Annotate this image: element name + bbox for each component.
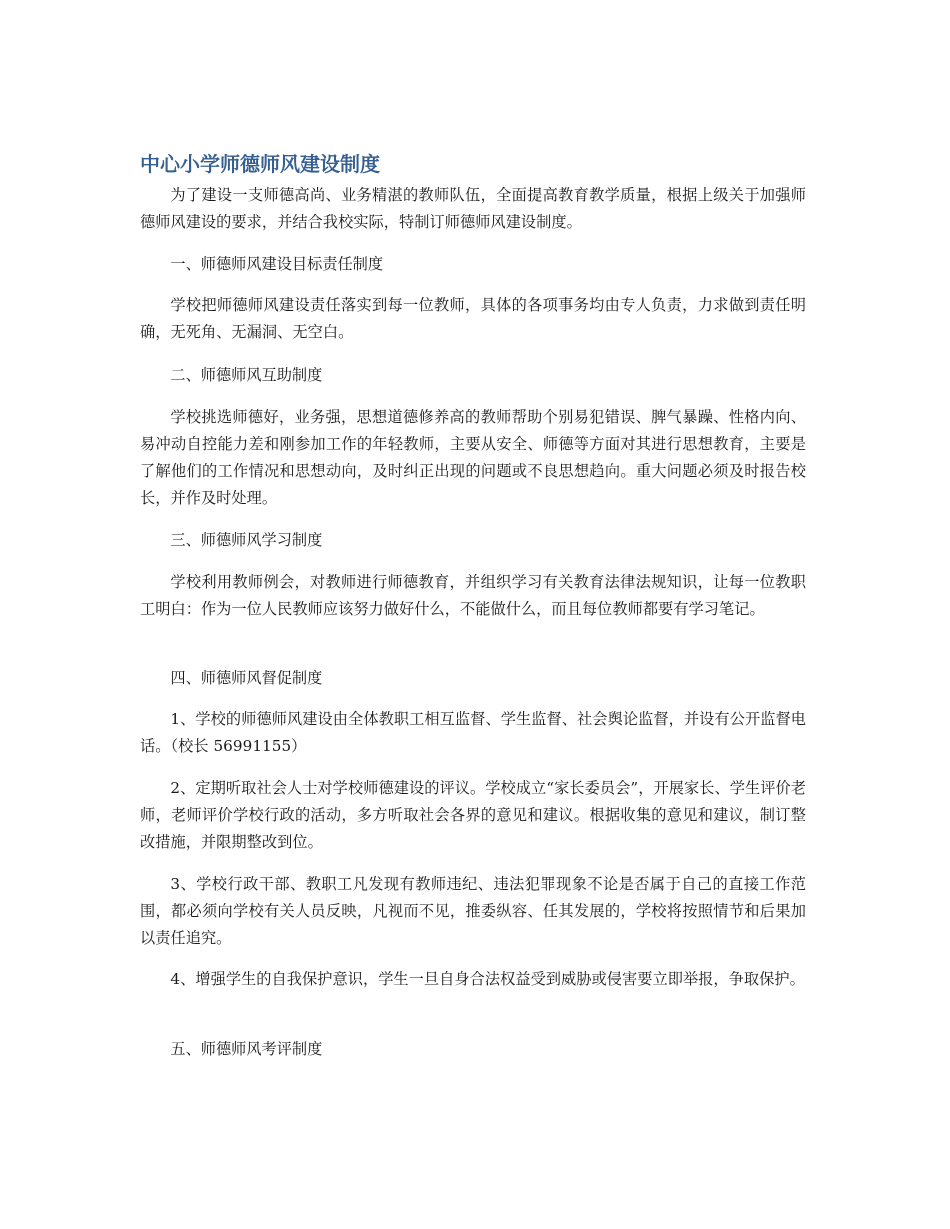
section-1-body: 学校把师德师风建设责任落实到每一位教师，具体的各项事务均由专人负责，力求做到责任明确，无死角、无漏洞、无空白。 (140, 296, 806, 341)
section-4-heading: 四、师德师风督促制度 (170, 669, 323, 687)
section-1-heading: 一、师德师风建设目标责任制度 (170, 255, 384, 273)
section-4-item-1: 1、学校的师德师风建设由全体教职工相互监督、学生监督、社会舆论监督，并设有公开监督电话。（校长 56991155） (140, 710, 806, 755)
document-title: 中心小学师德师风建设制度 (140, 152, 380, 176)
section-4-item-3: 3、学校行政干部、教职工凡发现有教师违纪、违法犯罪现象不论是否属于自己的直接工作范围，都必须向学校有关人员反映，凡视而不见，推委纵容、任其发展的，学校将按照情节和后果加以责任追究。 (140, 875, 806, 947)
section-4-item-4: 4、增强学生的自我保护意识，学生一旦自身合法权益受到威胁或侵害要立即举报，争取保护。 (170, 970, 805, 988)
section-3-body: 学校利用教师例会，对教师进行师德教育，并组织学习有关教育法律法规知识，让每一位教职工明白：作为一位人民教师应该努力做好什么，不能做什么，而且每位教师都要有学习笔记。 (140, 573, 806, 618)
section-5-heading: 五、师德师风考评制度 (170, 1040, 323, 1058)
section-3-heading: 三、师德师风学习制度 (170, 531, 323, 549)
section-2-body: 学校挑选师德好，业务强，思想道德修养高的教师帮助个别易犯错误、脾气暴躁、性格内向、易冲动自控能力差和刚参加工作的年轻教师，主要从安全、师德等方面对其进行思想教育，主要是了解他们的工作情况和思想动向，及时纠正出现的问题或不良思想趋向。重大问题必须及时报告校长，并作及时处理。 (140, 408, 806, 507)
intro-paragraph: 为了建设一支师德高尚、业务精湛的教师队伍，全面提高教育教学质量，根据上级关于加强师德师风建设的要求，并结合我校实际，特制订师德师风建设制度。 (140, 186, 806, 231)
section-4-item-2: 2、定期听取社会人士对学校师德建设的评议。学校成立“家长委员会”，开展家长、学生评价老师，老师评价学校行政的活动，多方听取社会各界的意见和建议。根据收集的意见和建议，制订整改措施，并限期整改到位。 (140, 779, 806, 851)
section-2-heading: 二、师德师风互助制度 (170, 366, 323, 384)
